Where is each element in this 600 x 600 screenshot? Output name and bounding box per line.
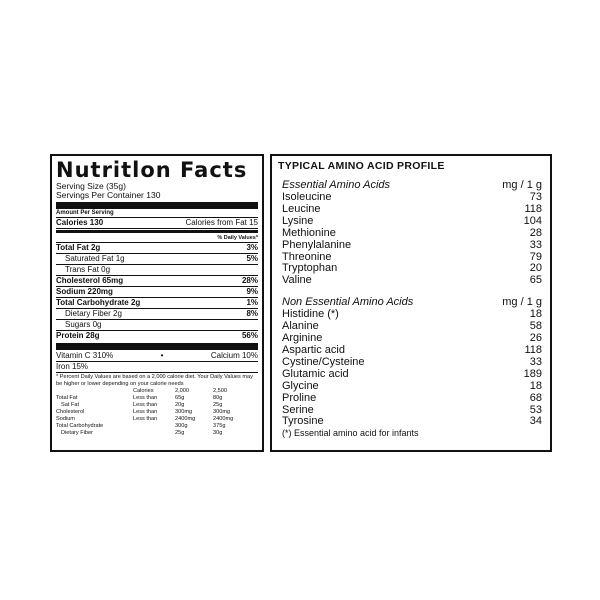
dv-cell: Total Fat [56,395,78,401]
infant-note: (*) Essential amino acid for infants [282,428,419,439]
amino-value: 26 [529,332,542,345]
nutrient-row [56,276,258,287]
amino-value: 20 [529,262,542,275]
iron: Iron 15% [56,362,89,371]
serving-size: Serving Size (35g) [56,181,126,191]
nutrient-row [56,331,258,341]
amino-row [282,204,544,216]
amino-row [282,216,544,228]
dv-cell [133,430,175,437]
dv-cell: Less than [133,395,158,401]
calcium: Calcium 10% [210,351,258,360]
amino-value: 65 [529,274,542,287]
nutrient-percent: 56% [241,331,258,340]
nutrient-label: Sodium 220mg [56,287,113,296]
amino-value: 33 [529,238,542,251]
amino-row [282,416,544,428]
nutrient-row [56,243,258,254]
dv-cell: Sodium [56,416,75,422]
amino-row [282,228,544,240]
dv-cell: 300g [175,423,188,429]
dv-cell: 300mg [213,409,231,415]
dv-cell: Less than [133,416,158,422]
amino-value: 28 [529,226,542,239]
dv-cell: Dietary Fiber [61,430,94,436]
dv-header-cell [56,388,133,395]
nutrient-percent: 1% [246,298,258,307]
amino-value: 73 [529,191,542,203]
amino-row [282,275,544,287]
dv-cell: 2400mg [213,416,234,422]
amino-value: 104 [523,214,542,227]
amino-name: Proline [282,391,317,404]
vitamin-row [56,351,258,362]
amino-name: Glycine [282,379,319,392]
amount-per-serving: Amount Per Serving [56,210,258,218]
daily-value-table-header [56,388,258,395]
amino-row [282,309,544,321]
nutrient-row [56,265,258,276]
amino-value: 33 [529,355,542,368]
nutrient-percent: 5% [246,254,258,263]
dv-cell: Less than [133,402,158,408]
amino-name: Threonine [282,250,332,263]
amino-acid-panel [270,154,552,452]
nutrient-label: Protein 28g [56,331,100,340]
daily-value-table [56,388,258,437]
amino-row [282,369,544,381]
nutrient-percent: 3% [246,243,258,252]
amino-name: Tryptophan [282,262,338,275]
divider-medium [56,230,258,233]
nutrient-percent: 9% [246,287,258,296]
essential-list [282,192,544,287]
divider-thick [56,202,258,209]
amino-value: 53 [529,403,542,416]
dv-cell: Sat Fat [61,402,80,408]
nutrient-percent: 8% [246,309,258,318]
amino-name: Isoleucine [282,191,332,203]
nutrient-label: Sugars 0g [65,320,102,329]
amino-value: 79 [529,250,542,263]
nonessential-heading: Non Essential Amino Acids [282,296,414,309]
nutrient-label: Total Carbohydrate 2g [56,298,141,307]
amino-value: 58 [529,320,542,333]
divider-thick [56,343,258,350]
amino-name: Arginine [282,332,323,345]
dv-table-row [56,395,258,402]
amino-name: Serine [282,403,314,416]
dv-cell: 2400mg [175,416,196,422]
dv-cell: 80g [213,395,223,401]
dv-cell: 30g [213,430,223,436]
amino-row [282,263,544,275]
dv-cell: Total Carbohydrate [56,423,104,429]
nutrient-label: Total Fat 2g [56,243,101,252]
daily-value-header: % Daily Values* [56,234,258,243]
dv-table-row [56,409,258,416]
servings-per-container: Servings Per Container 130 [56,190,161,200]
unit-label: mg / 1 g [502,179,542,191]
dv-header-cell: 2,000 [175,388,189,394]
amino-name: Lysine [282,214,314,227]
amino-name: Aspartic acid [282,343,345,356]
essential-heading: Essential Amino Acids [282,179,391,191]
bullet: • [160,351,164,360]
nutrient-row [56,309,258,320]
amino-name: Glutamic acid [282,367,349,380]
dv-cell: Cholesterol [56,409,85,415]
amino-name: Methionine [282,226,336,239]
iron-row [56,362,258,373]
calories-label: Calories 130 [56,218,104,227]
calories-from-fat: Calories from Fat 15 [185,218,258,227]
amino-value: 68 [529,391,542,404]
nutrient-row [56,320,258,331]
footnote: * Percent Daily Values are based on a 2,000 calorie diet. Your Daily Values may be higher or lower depending on your calorie needs [56,374,253,387]
amino-name: Histidine (*) [282,308,339,321]
dv-cell: 25g [175,430,185,436]
nutrition-facts-panel [50,154,264,452]
vitamin-c: Vitamin C 310% [56,351,114,360]
amino-name: Tyrosine [282,415,324,428]
amino-value: 18 [529,379,542,392]
amino-value: 18 [529,308,542,321]
nutrient-percent: 28% [241,276,258,285]
nutrient-row [56,254,258,265]
dv-cell [133,423,175,430]
dv-table-row [56,430,258,437]
calories-row [56,218,258,229]
amino-title: TYPICAL AMINO ACID PROFILE [278,160,445,172]
dv-cell: Less than [133,409,158,415]
amino-row [282,240,544,252]
amino-value: 118 [524,343,542,356]
amino-name: Alanine [282,320,319,333]
amino-row [282,393,544,405]
amino-name: Phenylalanine [282,238,352,251]
dv-table-row [56,416,258,423]
amino-name: Valine [282,274,312,287]
amino-name: Leucine [282,202,321,215]
nutrient-row [56,298,258,309]
dv-table-row [56,423,258,430]
dv-cell: 300mg [175,409,193,415]
dv-cell: 25g [213,402,223,408]
amino-name: Cystine/Cysteine [282,355,365,368]
amino-row [282,357,544,369]
nutrient-label: Trans Fat 0g [65,265,111,274]
dv-cell: 65g [175,395,185,401]
amino-row [282,192,544,204]
nutrient-label: Cholesterol 65mg [56,276,124,285]
nutrition-title: Nutritlon Facts [56,158,248,182]
dv-table-row [56,402,258,409]
amino-value: 34 [529,415,542,428]
nutrient-row [56,287,258,298]
amino-value: 189 [523,367,542,380]
nonessential-list [282,309,544,428]
dv-cell: 20g [175,402,185,408]
nutrient-rows [56,243,258,341]
nutrient-label: Dietary Fiber 2g [65,309,122,318]
dv-header-cell: 2,500 [213,388,227,394]
amino-value: 118 [524,202,542,215]
nutrient-label: Saturated Fat 1g [65,254,125,263]
dv-cell: 375g [213,423,226,429]
unit-label: mg / 1 g [502,296,542,309]
dv-header-cell: Calories [133,388,154,394]
amino-row [282,381,544,393]
